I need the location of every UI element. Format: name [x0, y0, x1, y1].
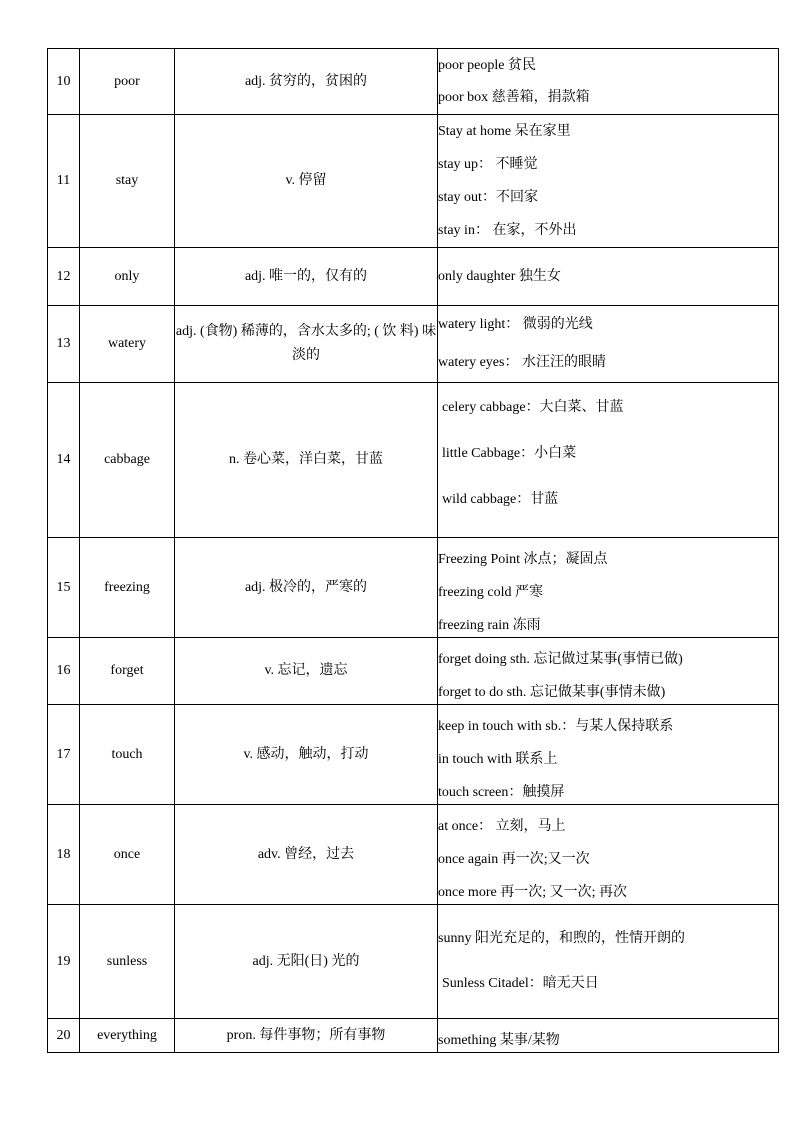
vocab-word: once [80, 805, 175, 905]
phrase-item: stay in： 在家，不外出 [438, 223, 577, 238]
word-meaning: v. 感动，触动，打动 [175, 705, 438, 805]
word-meaning: pron. 每件事物；所有事物 [175, 1019, 438, 1053]
phrase-item: something 某事/某物 [438, 1033, 560, 1048]
phrase-item: poor box 慈善箱，捐款箱 [438, 89, 590, 105]
phrase-item: stay up： 不睡觉 [438, 157, 538, 172]
row-number: 19 [48, 905, 80, 1019]
phrase-list [438, 1019, 779, 1053]
phrase-list [438, 49, 779, 115]
phrase-item: in touch with 联系上 [438, 752, 558, 767]
word-meaning: v. 忘记，遗忘 [175, 638, 438, 705]
phrase-list [438, 383, 779, 538]
phrase-item: touch screen：触摸屏 [438, 785, 565, 800]
phrase-item: celery cabbage：大白菜、甘蓝 [442, 400, 624, 415]
row-number: 10 [48, 49, 80, 115]
row-number: 13 [48, 306, 80, 383]
phrase-list [438, 638, 779, 705]
phrase-list [438, 538, 779, 638]
vocab-word: sunless [80, 905, 175, 1019]
table-row [48, 705, 779, 805]
phrase-list [438, 115, 779, 248]
table-row [48, 49, 779, 115]
vocab-word: cabbage [80, 383, 175, 538]
row-number: 16 [48, 638, 80, 705]
phrase-item: Sunless Citadel：暗无天日 [442, 975, 599, 991]
phrase-item: watery eyes： 水汪汪的眼睛 [438, 355, 606, 370]
phrase-list [438, 248, 779, 306]
row-number: 18 [48, 805, 80, 905]
table-row [48, 115, 779, 248]
table-row [48, 383, 779, 538]
table-row [48, 538, 779, 638]
vocabulary-table [47, 48, 779, 1053]
vocab-word: forget [80, 638, 175, 705]
phrase-list [438, 905, 779, 1019]
row-number: 17 [48, 705, 80, 805]
word-meaning: v. 停留 [175, 115, 438, 248]
table-row [48, 306, 779, 383]
word-meaning: adv. 曾经，过去 [175, 805, 438, 905]
phrase-item: poor people 贫民 [438, 57, 536, 73]
phrase-item: once more 再一次; 又一次; 再次 [438, 885, 627, 900]
vocab-word: watery [80, 306, 175, 383]
phrase-item: little Cabbage：小白菜 [442, 446, 577, 461]
row-number: 15 [48, 538, 80, 638]
row-number: 11 [48, 115, 80, 248]
phrase-item: forget to do sth. 忘记做某事(事情未做) [438, 685, 666, 700]
phrase-item: freezing rain 冻雨 [438, 618, 541, 633]
table-row [48, 905, 779, 1019]
table-row [48, 1019, 779, 1053]
phrase-item: sunny 阳光充足的，和煦的，性情开朗的 [438, 930, 685, 946]
row-number: 20 [48, 1019, 80, 1053]
phrase-item: once again 再一次;又一次 [438, 852, 590, 867]
vocab-word: stay [80, 115, 175, 248]
phrase-item: stay out：不回家 [438, 190, 538, 205]
phrase-item: freezing cold 严寒 [438, 585, 543, 600]
table-row [48, 638, 779, 705]
row-number: 14 [48, 383, 80, 538]
word-meaning: adj. 无阳(日) 光的 [175, 905, 438, 1019]
phrase-item: wild cabbage：甘蓝 [442, 492, 559, 507]
vocab-word: only [80, 248, 175, 306]
word-meaning: adj. (食物) 稀薄的，含水太多的; ( 饮 料) 味淡的 [175, 306, 438, 383]
phrase-item: at once： 立刻，马上 [438, 819, 566, 834]
vocab-word: touch [80, 705, 175, 805]
phrase-list [438, 805, 779, 905]
table-row [48, 805, 779, 905]
phrase-list [438, 306, 779, 383]
word-meaning: adj. 极冷的，严寒的 [175, 538, 438, 638]
vocab-word: everything [80, 1019, 175, 1053]
row-number: 12 [48, 248, 80, 306]
phrase-list [438, 705, 779, 805]
table-row [48, 248, 779, 306]
phrase-item: Stay at home 呆在家里 [438, 124, 571, 139]
phrase-item: keep in touch with sb.：与某人保持联系 [438, 719, 674, 734]
phrase-item: only daughter 独生女 [438, 268, 561, 284]
vocab-word: poor [80, 49, 175, 115]
word-meaning: n. 卷心菜，洋白菜，甘蓝 [175, 383, 438, 538]
vocab-word: freezing [80, 538, 175, 638]
phrase-item: forget doing sth. 忘记做过某事(事情已做) [438, 652, 683, 667]
vocabulary-table-body [48, 49, 779, 1053]
word-meaning: adj. 唯一的，仅有的 [175, 248, 438, 306]
phrase-item: watery light： 微弱的光线 [438, 317, 593, 332]
phrase-item: Freezing Point 冰点；凝固点 [438, 552, 608, 567]
word-meaning: adj. 贫穷的，贫困的 [175, 49, 438, 115]
